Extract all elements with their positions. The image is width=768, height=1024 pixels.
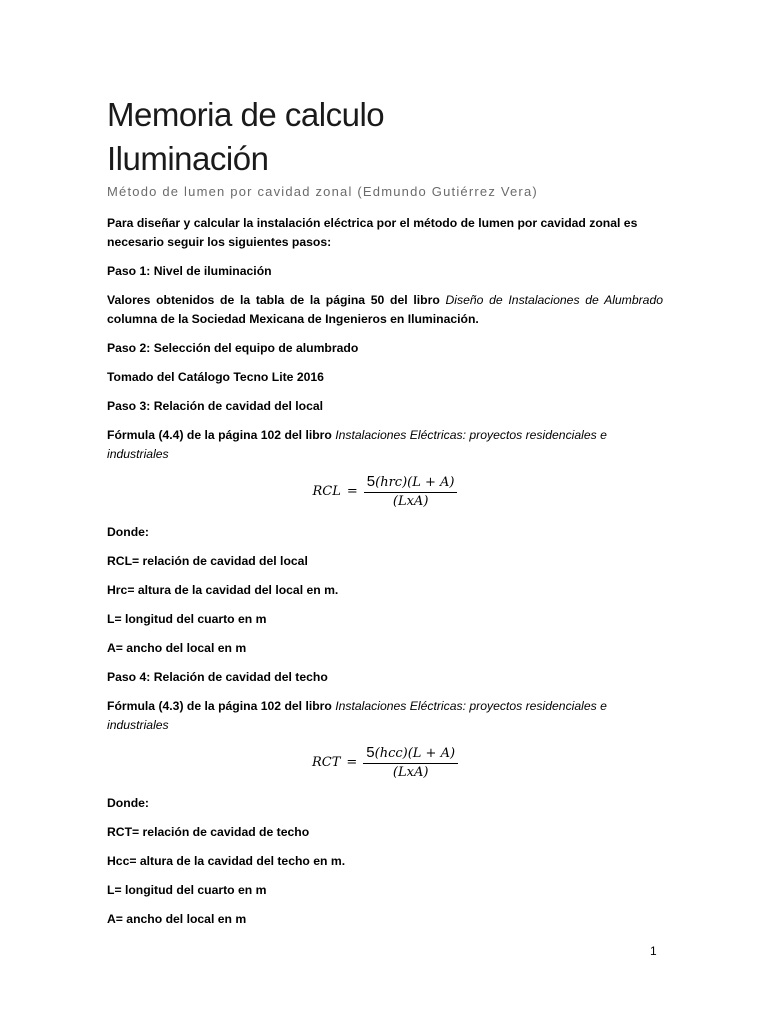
rcl-formula-equals: = xyxy=(346,483,358,499)
rct-denominator-text: (LxA) xyxy=(392,765,429,780)
rct-denominator xyxy=(393,764,429,780)
rct-fraction xyxy=(363,744,458,780)
step4-def-l: L= longitud del cuarto en m xyxy=(107,883,267,897)
step3-reference xyxy=(107,426,663,464)
subtitle: Método de lumen por cavidad zonal (Edmundo Gutiérrez Vera) xyxy=(107,184,538,199)
step1-text-after: columna de la Sociedad Mexicana de Ingenieros en Iluminación. xyxy=(107,312,479,326)
step1-heading: Paso 1: Nivel de iluminación xyxy=(107,264,272,278)
rct-formula-equals: = xyxy=(346,754,358,770)
step3-book-title: Instalaciones Eléctricas: proyectos residenciales e industriales xyxy=(107,428,607,461)
rcl-denominator-text: (LxA) xyxy=(392,494,429,509)
rcl-numerator-text: (hrc)(L + A) xyxy=(375,475,455,490)
step4-def-rct: RCT= relación de cavidad de techo xyxy=(107,825,310,839)
step3-def-l: L= longitud del cuarto en m xyxy=(107,612,267,626)
step1-paragraph xyxy=(107,291,663,329)
step3-def-a: A= ancho del local en m xyxy=(107,641,247,655)
step4-ref-text: Fórmula (4.3) de la página 102 del libro xyxy=(107,699,336,713)
step3-def-rcl: RCL= relación de cavidad del local xyxy=(107,554,308,568)
rcl-formula-lhs: RCL xyxy=(312,483,341,499)
step4-heading: Paso 4: Relación de cavidad del techo xyxy=(107,670,328,684)
step4-def-hcc: Hcc= altura de la cavidad del techo en m. xyxy=(107,854,346,868)
step3-ref-text: Fórmula (4.4) de la página 102 del libro xyxy=(107,428,336,442)
step1-book-title: Diseño de Instalaciones de Alumbrado xyxy=(445,293,664,307)
rct-numerator-text: (hcc)(L + A) xyxy=(374,746,456,761)
page-number: 1 xyxy=(650,944,657,958)
step3-def-hrc: Hrc= altura de la cavidad del local en m. xyxy=(107,583,339,597)
step2-text: Tomado del Catálogo Tecno Lite 2016 xyxy=(107,370,324,384)
step3-where: Donde: xyxy=(107,525,149,539)
rcl-formula xyxy=(107,473,663,509)
rcl-denominator xyxy=(393,493,429,509)
step4-def-a: A= ancho del local en m xyxy=(107,912,247,926)
step4-where: Donde: xyxy=(107,796,149,810)
title-line-1: Memoria de calculo xyxy=(107,96,385,133)
intro-paragraph: Para diseñar y calcular la instalación eléctrica por el método de lumen por cavidad zonal es necesario seguir los siguientes pasos: xyxy=(107,216,638,249)
step1-text-before: Valores obtenidos de la tabla de la página 50 del libro xyxy=(107,293,446,307)
page-content xyxy=(107,93,663,929)
rcl-numerator xyxy=(364,473,458,493)
step4-reference xyxy=(107,697,663,735)
rcl-coefficient: 5 xyxy=(366,473,376,490)
rct-numerator xyxy=(363,744,458,764)
step2-heading: Paso 2: Selección del equipo de alumbrado xyxy=(107,341,359,355)
rct-formula xyxy=(107,744,663,780)
title-line-2: Iluminación xyxy=(107,140,269,177)
rcl-fraction xyxy=(364,473,458,509)
rct-coefficient: 5 xyxy=(366,744,375,761)
step4-book-title: Instalaciones Eléctricas: proyectos residenciales e industriales xyxy=(107,699,607,732)
rct-formula-lhs: RCT xyxy=(311,754,341,770)
step3-heading: Paso 3: Relación de cavidad del local xyxy=(107,399,324,413)
